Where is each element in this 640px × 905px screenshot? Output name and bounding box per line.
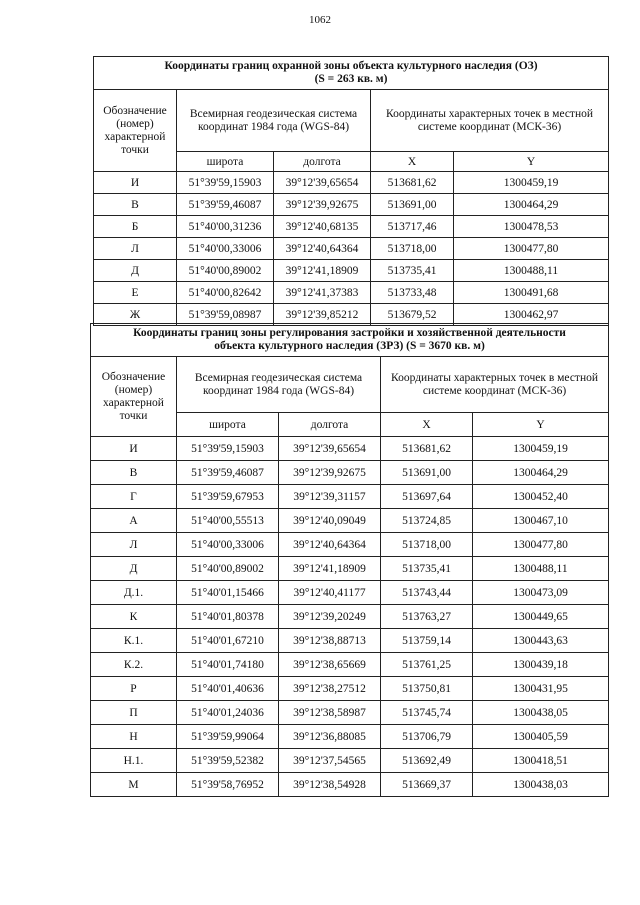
point-cell: Е [94,282,177,304]
latitude-cell: 51°40'00,89002 [177,557,279,581]
latitude-cell: 51°40'01,40636 [177,677,279,701]
table-row [91,437,609,461]
point-cell: П [91,701,177,725]
table-title: Координаты границ зоны регулирования застройки и хозяйственной деятельности объекта культурного наследия (ЗРЗ) (S = 3670 кв. м) [91,324,609,357]
x-cell: 513681,62 [371,172,454,194]
x-cell: 513692,49 [381,749,473,773]
latitude-cell: 51°40'00,82642 [177,282,274,304]
y-cell: 1300488,11 [473,557,609,581]
header-point: Обозначение (номер) характерной точки [94,90,177,172]
header-local: Координаты характерных точек в местной системе координат (МСК-36) [381,357,609,413]
x-cell: 513759,14 [381,629,473,653]
latitude-cell: 51°40'00,33006 [177,533,279,557]
y-cell: 1300464,29 [473,461,609,485]
point-cell: И [94,172,177,194]
x-cell: 513763,27 [381,605,473,629]
table-row [91,725,609,749]
point-cell: Ж [94,304,177,326]
point-cell: Д [91,557,177,581]
longitude-cell: 39°12'39,92675 [279,461,381,485]
header-x: X [381,413,473,437]
y-cell: 1300438,03 [473,773,609,797]
header-local: Координаты характерных точек в местной системе координат (МСК-36) [371,90,609,152]
point-cell: К.2. [91,653,177,677]
point-cell: А [91,509,177,533]
y-cell: 1300477,80 [454,238,609,260]
point-cell: Н [91,725,177,749]
longitude-cell: 39°12'40,41177 [279,581,381,605]
point-cell: Н.1. [91,749,177,773]
table-row [91,605,609,629]
table-row [94,216,609,238]
x-cell: 513679,52 [371,304,454,326]
latitude-cell: 51°40'01,24036 [177,701,279,725]
point-cell: Д.1. [91,581,177,605]
header-y: Y [473,413,609,437]
longitude-cell: 39°12'39,65654 [274,172,371,194]
longitude-cell: 39°12'40,68135 [274,216,371,238]
longitude-cell: 39°12'40,09049 [279,509,381,533]
header-x: X [371,152,454,172]
point-cell: К.1. [91,629,177,653]
longitude-cell: 39°12'40,64364 [274,238,371,260]
header-lat: широта [177,413,279,437]
longitude-cell: 39°12'39,92675 [274,194,371,216]
x-cell: 513717,46 [371,216,454,238]
x-cell: 513669,37 [381,773,473,797]
point-cell: К [91,605,177,629]
longitude-cell: 39°12'38,54928 [279,773,381,797]
table-row [91,749,609,773]
point-cell: Б [94,216,177,238]
header-y: Y [454,152,609,172]
x-cell: 513718,00 [381,533,473,557]
point-cell: Л [94,238,177,260]
table-row [91,581,609,605]
point-cell: Л [91,533,177,557]
longitude-cell: 39°12'38,27512 [279,677,381,701]
y-cell: 1300478,53 [454,216,609,238]
y-cell: 1300438,05 [473,701,609,725]
y-cell: 1300477,80 [473,533,609,557]
table-row [94,282,609,304]
point-cell: Д [94,260,177,282]
longitude-cell: 39°12'39,65654 [279,437,381,461]
header-lon: долгота [279,413,381,437]
point-cell: М [91,773,177,797]
longitude-cell: 39°12'38,58987 [279,701,381,725]
point-cell: И [91,437,177,461]
y-cell: 1300443,63 [473,629,609,653]
point-cell: Г [91,485,177,509]
y-cell: 1300452,40 [473,485,609,509]
table-row [91,629,609,653]
longitude-cell: 39°12'40,64364 [279,533,381,557]
header-wgs: Всемирная геодезическая система координат 1984 года (WGS-84) [177,90,371,152]
latitude-cell: 51°40'01,15466 [177,581,279,605]
page-number: 1062 [309,14,331,26]
header-lon: долгота [274,152,371,172]
x-cell: 513697,64 [381,485,473,509]
y-cell: 1300459,19 [473,437,609,461]
regulation-zone-table [90,323,609,797]
x-cell: 513718,00 [371,238,454,260]
x-cell: 513691,00 [371,194,454,216]
latitude-cell: 51°39'59,99064 [177,725,279,749]
header-lat: широта [177,152,274,172]
table-row [91,509,609,533]
table-row [91,701,609,725]
x-cell: 513745,74 [381,701,473,725]
y-cell: 1300488,11 [454,260,609,282]
x-cell: 513735,41 [381,557,473,581]
latitude-cell: 51°39'59,15903 [177,437,279,461]
y-cell: 1300418,51 [473,749,609,773]
y-cell: 1300473,09 [473,581,609,605]
longitude-cell: 39°12'37,54565 [279,749,381,773]
longitude-cell: 39°12'41,18909 [274,260,371,282]
table-title: Координаты границ охранной зоны объекта культурного наследия (ОЗ) (S = 263 кв. м) [94,57,609,90]
table-row [91,653,609,677]
x-cell: 513724,85 [381,509,473,533]
table-row [94,194,609,216]
table-row [91,533,609,557]
x-cell: 513681,62 [381,437,473,461]
longitude-cell: 39°12'38,88713 [279,629,381,653]
latitude-cell: 51°39'59,46087 [177,194,274,216]
point-cell: Р [91,677,177,701]
y-cell: 1300464,29 [454,194,609,216]
longitude-cell: 39°12'39,85212 [274,304,371,326]
protection-zone-table [93,56,609,326]
x-cell: 513706,79 [381,725,473,749]
y-cell: 1300405,59 [473,725,609,749]
y-cell: 1300431,95 [473,677,609,701]
latitude-cell: 51°40'00,89002 [177,260,274,282]
latitude-cell: 51°39'59,52382 [177,749,279,773]
x-cell: 513743,44 [381,581,473,605]
table-row [91,461,609,485]
longitude-cell: 39°12'39,31157 [279,485,381,509]
x-cell: 513750,81 [381,677,473,701]
x-cell: 513733,48 [371,282,454,304]
longitude-cell: 39°12'41,18909 [279,557,381,581]
y-cell: 1300491,68 [454,282,609,304]
y-cell: 1300449,65 [473,605,609,629]
latitude-cell: 51°39'59,08987 [177,304,274,326]
y-cell: 1300462,97 [454,304,609,326]
table-row [94,238,609,260]
latitude-cell: 51°39'59,15903 [177,172,274,194]
longitude-cell: 39°12'38,65669 [279,653,381,677]
header-point: Обозначение (номер) характерной точки [91,357,177,437]
y-cell: 1300459,19 [454,172,609,194]
x-cell: 513735,41 [371,260,454,282]
latitude-cell: 51°40'00,33006 [177,238,274,260]
longitude-cell: 39°12'41,37383 [274,282,371,304]
point-cell: В [91,461,177,485]
latitude-cell: 51°39'59,46087 [177,461,279,485]
point-cell: В [94,194,177,216]
table-row [94,172,609,194]
y-cell: 1300439,18 [473,653,609,677]
latitude-cell: 51°39'59,67953 [177,485,279,509]
x-cell: 513761,25 [381,653,473,677]
table-row [91,557,609,581]
table-row [91,485,609,509]
table-row [94,260,609,282]
latitude-cell: 51°40'01,74180 [177,653,279,677]
x-cell: 513691,00 [381,461,473,485]
longitude-cell: 39°12'36,88085 [279,725,381,749]
header-wgs: Всемирная геодезическая система координат 1984 года (WGS-84) [177,357,381,413]
latitude-cell: 51°40'00,55513 [177,509,279,533]
longitude-cell: 39°12'39,20249 [279,605,381,629]
table-row [91,773,609,797]
latitude-cell: 51°40'00,31236 [177,216,274,238]
latitude-cell: 51°40'01,67210 [177,629,279,653]
table-row [91,677,609,701]
y-cell: 1300467,10 [473,509,609,533]
latitude-cell: 51°40'01,80378 [177,605,279,629]
latitude-cell: 51°39'58,76952 [177,773,279,797]
